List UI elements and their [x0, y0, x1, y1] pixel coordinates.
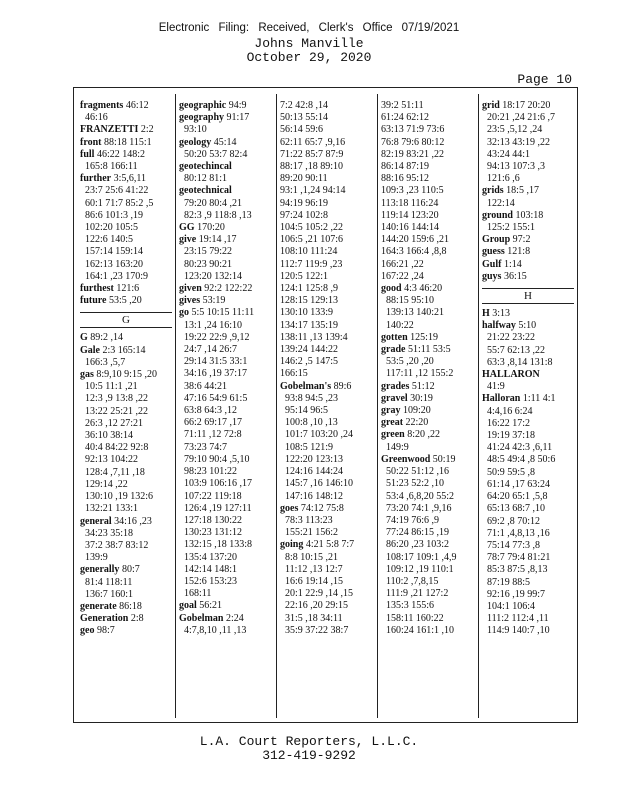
index-entry: 23:7 25:6 41:22	[80, 185, 149, 197]
index-entry: 86:14 87:19	[381, 161, 430, 173]
index-entry: 144:20 159:6 ,21	[381, 234, 450, 246]
index-entry: 123:20 132:14	[179, 270, 243, 282]
index-entry: 74:19 76:6 ,9	[381, 514, 440, 526]
index-term: good	[381, 283, 402, 295]
index-entry: 108:17 109:1 ,4,9	[381, 551, 457, 563]
index-entry: 62:11 65:7 ,9,16	[280, 136, 346, 148]
index-entry: 162:13 163:20	[80, 258, 144, 270]
filing-stamp: Electronic Filing: Received, Clerk's Office 07/19/2021	[158, 22, 460, 34]
witness-name: Johns Manville	[254, 36, 364, 51]
index-entry: 117:11 ,12 155:2	[381, 368, 454, 380]
index-entry: 120:5 122:1	[280, 270, 329, 282]
index-entry: 53:5 ,20 ,20	[381, 356, 434, 368]
index-entry: 87:19 88:5	[482, 576, 531, 588]
index-term: grade	[381, 344, 406, 356]
index-entry: geography 91:17	[179, 112, 250, 124]
index-entry: 19:19 37:18	[482, 430, 536, 442]
index-entry: 121:6 ,6	[482, 173, 520, 185]
index-entry: 71:1 ,4,8,13 ,16	[482, 527, 550, 539]
index-entry: 10:5 11:1 ,21	[80, 381, 138, 393]
index-entry: geology 45:14	[179, 136, 237, 148]
index-entry: 53:4 ,6,8,20 55:2	[381, 490, 455, 502]
index-entry: 20:21 ,24 21:6 ,7	[482, 112, 556, 124]
index-entry: green 8:20 ,22	[381, 429, 440, 441]
index-entry: 79:10 90:4 ,5,10	[179, 453, 250, 465]
index-term: geology	[179, 136, 212, 148]
index-entry: gotten 125:19	[381, 331, 438, 343]
index-entry: 24:7 ,14 26:7	[179, 344, 238, 356]
index-entry: 122:6 140:5	[80, 234, 134, 246]
index-entry: 124:16 144:24	[280, 466, 344, 478]
index-entry: 135:3 155:6	[381, 600, 435, 612]
index-term: gives	[179, 295, 201, 307]
index-term: Gobelman	[179, 612, 224, 624]
index-entry: 41:24 42:3 ,6,11	[482, 442, 553, 454]
index-entry: grades 51:12	[381, 380, 435, 392]
index-entry: 95:14 96:5	[280, 405, 329, 417]
index-term: halfway	[482, 320, 516, 332]
index-entry: 109:3 ,23 110:5	[381, 185, 444, 197]
index-entry: 41:9	[482, 381, 505, 393]
index-entry: 114:9 140:7 ,10	[482, 625, 550, 637]
index-entry: 63:3 ,8,14 131:8	[482, 356, 553, 368]
index-entry: goal 56:21	[179, 600, 223, 612]
index-term: Gale	[80, 344, 100, 356]
index-term: front	[80, 136, 102, 148]
index-entry: 140:22	[381, 319, 414, 331]
index-entry: grids 18:5 ,17	[482, 185, 539, 197]
index-entry: G 89:2 ,14	[80, 332, 124, 344]
index-entry: 93:10	[179, 124, 207, 136]
index-entry: Gale 2:3 165:14	[80, 344, 146, 356]
index-entry: 152:6 153:23	[179, 575, 238, 587]
index-entry: 127:18 130:22	[179, 514, 243, 526]
index-entry: 107:22 119:18	[179, 490, 242, 502]
index-term: guess	[482, 246, 505, 258]
index-entry: halfway 5:10	[482, 320, 537, 332]
index-entry: 132:15 ,18 133:8	[179, 539, 253, 551]
index-term: green	[381, 429, 405, 441]
index-entry: 50:22 51:12 ,16	[381, 466, 450, 478]
index-entry: 125:2 155:1	[482, 222, 536, 234]
index-entry: 165:8 166:11	[80, 161, 138, 173]
index-entry: 166:15	[280, 368, 308, 380]
index-term: give	[179, 234, 197, 246]
index-term: grids	[482, 185, 504, 197]
page-number: Page 10	[517, 72, 572, 87]
index-column-5	[482, 100, 574, 712]
index-entry: 79:20 80:4 ,21	[179, 197, 243, 209]
index-entry: 50:9 59:5 ,8	[482, 466, 536, 478]
index-entry: GG 170:20	[179, 222, 225, 234]
column-divider	[377, 94, 378, 718]
index-entry: 69:2 ,8 70:12	[482, 515, 541, 527]
index-entry: front 88:18 115:1	[80, 136, 152, 148]
index-entry: 98:23 101:22	[179, 466, 238, 478]
index-entry: 11:12 ,13 12:7	[280, 563, 343, 575]
index-term: fragments	[80, 100, 124, 111]
index-entry: 77:24 86:15 ,19	[381, 527, 450, 539]
index-entry: 111:9 ,21 127:2	[381, 588, 449, 600]
column-divider	[478, 94, 479, 718]
index-entry: great 22:20	[381, 417, 429, 429]
index-entry: 94:13 107:3 ,3	[482, 161, 546, 173]
index-entry: generally 80:7	[80, 564, 140, 576]
index-entry: 111:2 112:4 ,11	[482, 613, 549, 625]
index-entry: 88:16 95:12	[381, 173, 430, 185]
index-entry: 139:13 140:21	[381, 307, 445, 319]
index-entry	[179, 161, 271, 173]
index-entry: 86:20 ,23 103:2	[381, 539, 450, 551]
index-entry: 92:13 104:22	[80, 454, 139, 466]
index-entry: 100:8 ,10 ,13	[280, 417, 338, 429]
column-divider	[175, 94, 176, 718]
index-entry: 97:24 102:8	[280, 209, 329, 221]
index-term: going	[280, 539, 304, 551]
index-term: generate	[80, 600, 117, 612]
index-entry: H 3:13	[482, 308, 511, 320]
index-entry: gravel 30:19	[381, 392, 433, 404]
index-entry: guys 36:15	[482, 270, 527, 282]
index-entry: going 4:21 5:8 7:7	[280, 539, 355, 551]
index-entry: 106:5 ,21 107:6	[280, 234, 344, 246]
index-term: general	[80, 515, 112, 527]
index-entry: 166:21 ,22	[381, 258, 424, 270]
index-entry: 81:4 118:11	[80, 576, 133, 588]
index-entry: 64:20 65:1 ,5,8	[482, 491, 548, 503]
index-term: G	[80, 332, 88, 344]
index-entry	[482, 369, 574, 381]
index-entry: 32:13 43:19 ,22	[482, 136, 551, 148]
column-divider	[276, 94, 277, 718]
index-term: guys	[482, 270, 502, 282]
index-entry: 82:19 83:21 ,22	[381, 148, 445, 160]
index-entry: 13:1 ,24 16:10	[179, 319, 243, 331]
index-entry: further 3:5,6,11	[80, 173, 147, 185]
index-entry: 142:14 148:1	[179, 563, 238, 575]
index-entry: 37:2 38:7 83:12	[80, 539, 149, 551]
index-term: FRANZETTI	[80, 124, 139, 136]
reporter-company: L.A. Court Reporters, L.L.C.	[199, 734, 419, 749]
index-column-4	[381, 100, 473, 712]
index-entry: 73:23 74:7	[179, 441, 228, 453]
index-entry: Gobelman 2:24	[179, 612, 244, 624]
index-entry: 34:23 35:18	[80, 527, 134, 539]
index-entry: 56:14 59:6	[280, 124, 324, 136]
index-term: gravel	[381, 392, 408, 404]
index-entry: 101:7 103:20 ,24	[280, 429, 354, 441]
index-entry: 29:14 31:5 33:1	[179, 356, 248, 368]
index-column-3	[280, 100, 372, 712]
index-entry: 26:3 ,12 27:21	[80, 417, 144, 429]
index-entry: guess 121:8	[482, 246, 531, 258]
index-entry: 93:1 ,1,24 94:14	[280, 185, 346, 197]
index-entry: 122:20 123:13	[280, 453, 344, 465]
index-term: Halloran	[482, 393, 521, 405]
index-entry: 130:10 ,19 132:6	[80, 491, 154, 503]
index-entry: Greenwood 50:19	[381, 453, 456, 465]
index-term: grid	[482, 100, 500, 111]
index-entry: 80:12 81:1	[179, 173, 228, 185]
section-letter: H	[482, 288, 574, 304]
index-entry: 66:2 69:17 ,17	[179, 417, 243, 429]
index-term: geo	[80, 625, 95, 637]
index-entry: 92:16 ,19 99:7	[482, 588, 546, 600]
index-entry: 46:16	[80, 112, 108, 124]
index-entry: 102:20 105:5	[80, 222, 139, 234]
index-entry: 110:2 ,7,8,15	[381, 575, 439, 587]
index-entry: 136:7 160:1	[80, 588, 134, 600]
index-entry: 76:8 79:6 80:12	[381, 136, 445, 148]
index-entry: 16:22 17:2	[482, 417, 531, 429]
index-entry: 23:5 ,5,12 ,24	[482, 124, 543, 136]
index-entry: 34:16 ,19 37:17	[179, 368, 248, 380]
index-term: grades	[381, 380, 410, 392]
index-entry: Halloran 1:11 4:1	[482, 393, 556, 405]
index-entry: 164:1 ,23 170:9	[80, 270, 149, 282]
index-term: generally	[80, 564, 120, 576]
index-entry: gray 109:20	[381, 405, 431, 417]
index-entry: 71:22 85:7 87:9	[280, 148, 344, 160]
index-entry: 164:3 166:4 ,8,8	[381, 246, 447, 258]
index-entry: 50:13 55:14	[280, 112, 329, 124]
index-entry: 35:9 37:22 38:7	[280, 624, 349, 636]
index-entry: 134:17 135:19	[280, 319, 339, 331]
word-index-frame	[73, 87, 578, 723]
index-term: GG	[179, 222, 195, 234]
index-term: great	[381, 417, 404, 429]
index-entry: 135:4 137:20	[179, 551, 238, 563]
index-term: geographic	[179, 100, 227, 111]
index-entry: 167:22 ,24	[381, 270, 424, 282]
index-entry: 85:3 87:5 ,8,13	[482, 564, 548, 576]
index-entry: 43:24 44:1	[482, 148, 531, 160]
index-column-2	[179, 100, 271, 712]
index-entry: 51:23 52:2 ,10	[381, 478, 445, 490]
index-entry: gives 53:19	[179, 295, 226, 307]
index-entry: goes 74:12 75:8	[280, 502, 344, 514]
index-entry: 12:3 ,9 13:8 ,22	[80, 393, 149, 405]
index-entry: grade 51:11 53:5	[381, 344, 451, 356]
index-entry: 7:2 42:8 ,14	[280, 100, 329, 111]
index-term: Gobelman's	[280, 380, 332, 392]
index-entry: 86:6 101:3 ,19	[80, 209, 144, 221]
index-entry: 129:14 ,22	[80, 478, 128, 490]
index-entry: 128:4 ,7,11 ,18	[80, 466, 145, 478]
index-entry: geographic 94:9	[179, 100, 247, 111]
index-entry: 48:5 49:4 ,8 50:6	[482, 454, 556, 466]
index-term: Greenwood	[381, 453, 431, 465]
index-term: goal	[179, 600, 197, 612]
index-entry: 122:14	[482, 197, 515, 209]
index-entry: 124:1 125:8 ,9	[280, 283, 339, 295]
index-entry: 130:23 131:12	[179, 527, 243, 539]
index-entry: 80:23 90:21	[179, 258, 233, 270]
index-entry: Gulf 1:14	[482, 258, 522, 270]
index-entry: future 53:5 ,20	[80, 295, 142, 307]
index-entry: 55:7 62:13 ,22	[482, 344, 546, 356]
index-entry: 60:1 71:7 85:2 ,5	[80, 197, 154, 209]
index-entry: full 46:22 148:2	[80, 148, 146, 160]
index-term: goes	[280, 502, 299, 514]
index-entry: 21:22 23:22	[482, 332, 536, 344]
index-entry: gas 8:9,10 9:15 ,20	[80, 369, 157, 381]
index-term: gotten	[381, 331, 408, 343]
index-term: Gulf	[482, 258, 502, 270]
index-term: full	[80, 148, 95, 160]
index-entry: generate 86:18	[80, 600, 142, 612]
index-entry: 78:7 79:4 81:21	[482, 552, 551, 564]
index-entry: Gobelman's 89:6	[280, 380, 352, 392]
index-entry: 130:10 133:9	[280, 307, 334, 319]
index-term: geography	[179, 112, 224, 124]
index-entry: ground 103:18	[482, 209, 544, 221]
index-term: go	[179, 307, 189, 319]
index-entry: 47:16 54:9 61:5	[179, 392, 248, 404]
index-entry: fragments 46:12	[80, 100, 149, 111]
index-term: HALLARON	[482, 369, 540, 381]
index-entry: 40:4 84:22 92:8	[80, 442, 149, 454]
index-entry: 61:24 62:12	[381, 112, 430, 124]
index-entry: 132:21 133:1	[80, 503, 139, 515]
index-entry: 39:2 51:11	[381, 100, 424, 111]
index-term: Group	[482, 234, 511, 246]
index-entry: 22:16 ,20 29:15	[280, 600, 349, 612]
index-entry: 126:4 ,19 127:11	[179, 502, 252, 514]
index-entry: geo 98:7	[80, 625, 115, 637]
reporter-phone: 312-419-9292	[262, 748, 356, 763]
index-entry: 139:9	[80, 552, 108, 564]
index-entry: 93:8 94:5 ,23	[280, 392, 339, 404]
index-entry: 63:13 71:9 73:6	[381, 124, 445, 136]
index-entry: 4:7,8,10 ,11 ,13	[179, 624, 247, 636]
index-entry: 168:11	[179, 588, 212, 600]
index-term: furthest	[80, 283, 114, 295]
index-term: future	[80, 295, 107, 307]
index-entry: 61:14 ,17 63:24	[482, 478, 551, 490]
index-entry: given 92:2 122:22	[179, 283, 253, 295]
index-entry: 82:3 ,9 118:8 ,13	[179, 209, 252, 221]
index-entry: 4:4,16 6:24	[482, 405, 533, 417]
index-column-1	[80, 100, 172, 712]
index-entry: 88:15 95:10	[381, 295, 435, 307]
index-entry: 108:5 121:9	[280, 441, 334, 453]
index-entry: 20:1 22:9 ,14 ,15	[280, 588, 354, 600]
index-entry: go 5:5 10:15 11:11	[179, 307, 255, 319]
index-entry: 16:6 19:14 ,15	[280, 575, 344, 587]
index-term: gas	[80, 369, 94, 381]
index-term: ground	[482, 209, 513, 221]
index-entry: 157:14 159:14	[80, 246, 144, 258]
index-entry: grid 18:17 20:20	[482, 100, 551, 111]
index-term: geotechnical	[179, 185, 232, 197]
index-entry: 73:20 74:1 ,9,16	[381, 502, 452, 514]
index-entry: 112:7 119:9 ,23	[280, 258, 343, 270]
index-entry: Group 97:2	[482, 234, 531, 246]
index-entry: 13:22 25:21 ,22	[80, 405, 149, 417]
index-entry: 139:24 144:22	[280, 344, 339, 356]
index-entry: 36:10 38:14	[80, 430, 134, 442]
index-term: gray	[381, 405, 401, 417]
index-entry: Generation 2:8	[80, 613, 144, 625]
index-term: further	[80, 173, 112, 185]
index-entry: 75:14 77:3 ,8	[482, 539, 541, 551]
index-entry: 166:3 ,5,7	[80, 356, 126, 368]
index-entry: 78:3 113:23	[280, 514, 333, 526]
index-entry: give 19:14 ,17	[179, 234, 237, 246]
index-entry: 50:20 53:7 82:4	[179, 148, 248, 160]
index-entry: 65:13 68:7 ,10	[482, 503, 546, 515]
index-entry: 63:8 64:3 ,12	[179, 405, 238, 417]
index-entry: 31:5 ,18 34:11	[280, 612, 343, 624]
index-entry: 8:8 10:15 ,21	[280, 551, 339, 563]
index-term: Generation	[80, 613, 129, 625]
index-entry: 149:9	[381, 441, 409, 453]
index-entry: FRANZETTI 2:2	[80, 124, 154, 136]
index-entry: 119:14 123:20	[381, 209, 439, 221]
index-entry: 94:19 96:19	[280, 197, 329, 209]
index-entry: 19:22 22:9 ,9,12	[179, 331, 250, 343]
index-entry: 113:18 116:24	[381, 197, 439, 209]
index-entry: 109:12 ,19 110:1	[381, 563, 454, 575]
index-term: geotechincal	[179, 161, 232, 173]
index-entry: 160:24 161:1 ,10	[381, 624, 455, 636]
index-entry: 23:15 79:22	[179, 246, 233, 258]
index-entry: good 4:3 46:20	[381, 283, 443, 295]
index-entry: general 34:16 ,23	[80, 515, 152, 527]
index-entry: 128:15 129:13	[280, 295, 339, 307]
index-entry: 138:11 ,13 139:4	[280, 331, 348, 343]
index-entry: 146:2 ,5 147:5	[280, 356, 339, 368]
section-letter: G	[80, 312, 172, 328]
index-entry: 104:5 105:2 ,22	[280, 222, 344, 234]
index-entry: 155:21 156:2	[280, 527, 339, 539]
index-entry: 104:1 106:4	[482, 600, 536, 612]
index-entry: 103:9 106:16 ,17	[179, 478, 253, 490]
index-term: H	[482, 308, 490, 320]
index-entry: 140:16 144:14	[381, 222, 440, 234]
index-entry: 71:11 ,12 72:8	[179, 429, 242, 441]
deposition-date: October 29, 2020	[246, 50, 372, 65]
index-entry: 147:16 148:12	[280, 490, 344, 502]
index-entry: furthest 121:6	[80, 283, 140, 295]
index-entry: 89:20 90:11	[280, 173, 328, 185]
index-entry: 108:10 111:24	[280, 246, 338, 258]
index-entry: 88:17 ,18 89:10	[280, 161, 344, 173]
index-entry: 38:6 44:21	[179, 380, 228, 392]
index-entry	[179, 185, 271, 197]
index-entry: 145:7 ,16 146:10	[280, 478, 354, 490]
index-term: given	[179, 283, 202, 295]
index-entry: 158:11 160:22	[381, 612, 444, 624]
